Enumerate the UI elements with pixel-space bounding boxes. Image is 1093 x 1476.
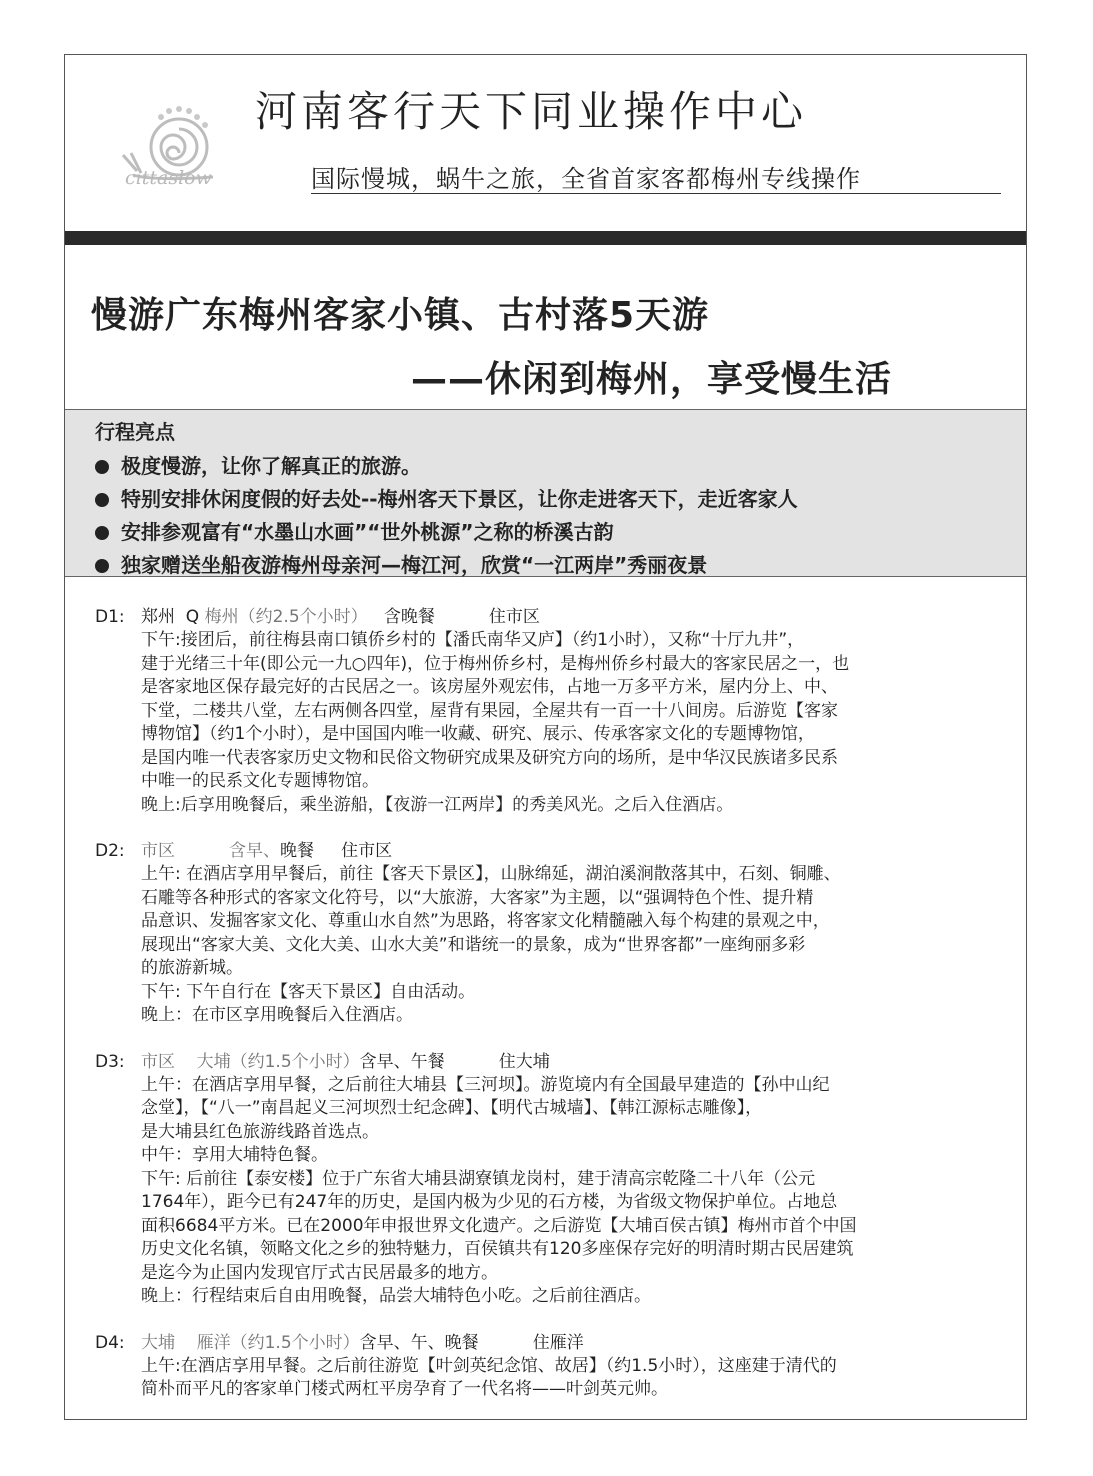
tagline-underline bbox=[311, 193, 1001, 194]
highlights-title: 行程亮点 bbox=[95, 420, 175, 444]
day-paragraph: 上午：在酒店享用早餐，之后前往大埔县【三河坝】。游览境内有全国最早建造的【孙中山纪 念堂】，【“八一”南昌起义三河坝烈士纪念碑】、【明代古城墙】、【韩江源标志雕像】， 是大埔县红色旅游线路首选点。 bbox=[141, 1074, 830, 1142]
day-paragraph: 上午:在酒店享用早餐。之后前往游览【叶剑英纪念馆、故居】（约1.5小时），这座建于清代的 简朴而平凡的客家单门楼式两杠平房孕育了一代名将——叶剑英元帅。 bbox=[141, 1355, 837, 1399]
highlights-box bbox=[65, 409, 1026, 577]
bullet-icon bbox=[95, 526, 109, 540]
day-meals: 晚餐 bbox=[280, 841, 315, 861]
day-paragraph: 晚上：在市区享用晚餐后入住酒店。 bbox=[141, 1005, 413, 1025]
day-block bbox=[95, 1331, 1025, 1402]
highlight-text: 特别安排休闲度假的好去处--梅州客天下景区，让你走进客天下，走近客家人 bbox=[121, 487, 798, 511]
day-label: D4: bbox=[95, 1332, 125, 1353]
divider-bar bbox=[65, 231, 1026, 245]
day-header bbox=[95, 839, 1025, 863]
day-paragraph: 晚上：行程结束后自由用晚餐，品尝大埔特色小吃。之后前往酒店。 bbox=[141, 1286, 651, 1306]
tour-subtitle: ——休闲到梅州，享受慢生活 bbox=[411, 359, 893, 400]
bullet-icon bbox=[95, 460, 109, 474]
highlight-item bbox=[95, 516, 798, 549]
highlight-item bbox=[95, 450, 798, 483]
day-label: D2: bbox=[95, 841, 125, 861]
day-block bbox=[95, 605, 1025, 817]
flyer-frame bbox=[64, 54, 1027, 1420]
tour-title: 慢游广东梅州客家小镇、古村落5天游 bbox=[91, 295, 710, 336]
day-meals: 含早、午餐 bbox=[359, 1051, 445, 1072]
day-header bbox=[95, 1331, 1025, 1355]
day-route-b: 市区 大埔（约1.5个小时） bbox=[141, 1051, 360, 1072]
day-block bbox=[95, 1050, 1025, 1309]
itinerary bbox=[95, 605, 1025, 1424]
highlight-text: 独家赠送坐船夜游梅州母亲河—梅江河，欣赏“一江两岸”秀丽夜景 bbox=[121, 553, 708, 577]
day-header bbox=[95, 605, 1025, 629]
day-paragraph: 下午: 下午自行在【客天下景区】自由活动。 bbox=[141, 981, 476, 1002]
day-header bbox=[95, 1050, 1025, 1074]
day-meals: 含晚餐 bbox=[367, 607, 435, 627]
highlights-list bbox=[95, 450, 798, 582]
day-route-b: 大埔 雁洋（约1.5个小时） bbox=[141, 1332, 360, 1353]
highlight-text: 极度慢游，让你了解真正的旅游。 bbox=[121, 454, 421, 478]
bullet-icon bbox=[95, 493, 109, 507]
day-paragraph: 下午:接团后，前往梅县南口镇侨乡村的【潘氏南华又庐】（约1小时），又称“十厅九井”， 建于光绪三十年(即公元一九○四年)，位于梅州侨乡村，是梅州侨乡村最大的客家民居之一，也 是客家地区保存最完好的古民居之一。该房屋外观宏伟，占地一万多平方米，屋内分上、中、 下堂，二楼共八堂，左右两侧各四堂，屋背有果园，全屋共有一百一十八间房。后游览【客家 博物馆】（约1个小时），是中国国内唯一收藏、研究、展示、传承客家文化的专题博物馆， 是国内唯一代表客家历史文物和民俗文物研究成果及研究方向的场所，是中华汉民族诸多民系 中唯一的民系文化专题博物馆。 bbox=[141, 630, 850, 791]
day-stay: 住市区 bbox=[314, 841, 393, 861]
day-meals: 含早、午、晚餐 bbox=[359, 1332, 479, 1353]
day-paragraph: 晚上:后享用晚餐后，乘坐游船，【夜游一江两岸】的秀美风光。之后入住酒店。 bbox=[141, 794, 734, 815]
day-paragraph: 下午: 后前往【泰安楼】位于广东省大埔县湖寮镇龙岗村，建于清高宗乾隆二十八年（公元 1764年），距今已有247年的历史，是国内极为少见的石方楼，为省级文物保护单位。占地总 面积6684平方米。已在2000年申报世界文化遗产。之后游览【大埔百侯古镇】梅州市首个中国 历史文化名镇，领略文化之乡的独特魅力，百侯镇共有120多座保存完好的明清时期古民居建筑 是迄今为止国内发现官厅式古民居最多的地方。 bbox=[141, 1168, 857, 1283]
day-block bbox=[95, 839, 1025, 1028]
day-route-a: 郑州 Q bbox=[141, 607, 205, 627]
day-label: D3: bbox=[95, 1051, 125, 1072]
tagline: 国际慢城，蜗牛之旅，全省首家客都梅州专线操作 bbox=[311, 165, 861, 193]
day-label: D1: bbox=[95, 607, 125, 627]
highlight-text: 安排参观富有“水墨山水画”“世外桃源”之称的桥溪古韵 bbox=[121, 520, 614, 544]
day-stay: 住市区 bbox=[434, 607, 540, 627]
day-route-b: 梅州（约2.5个小时） bbox=[204, 607, 368, 627]
day-stay: 住雁洋 bbox=[478, 1332, 584, 1353]
company-name: 河南客行天下同业操作中心 bbox=[255, 87, 808, 136]
day-stay: 住大埔 bbox=[444, 1051, 550, 1072]
logo-text: cittaslow bbox=[125, 167, 212, 189]
highlight-item bbox=[95, 483, 798, 516]
day-route-b: 市区 含早、 bbox=[141, 841, 281, 861]
day-paragraph: 上午: 在酒店享用早餐后，前往【客天下景区】，山脉绵延，湖泊溪涧散落其中，石刻、铜雕、 石雕等各种形式的客家文化符号，以“大旅游，大客家”为主题，以“强调特色个性、提升精 品意识、发掘客家文化、尊重山水自然”为思路，将客家文化精髓融入每个构建的景观之中， 展现出“客家大美、文化大美、山水大美”和谐统一的景象，成为“世界客都”一座绚丽多彩 的旅游新城。 bbox=[141, 864, 841, 978]
highlight-item bbox=[95, 549, 798, 582]
bullet-icon bbox=[95, 559, 109, 573]
day-paragraph: 中午：享用大埔特色餐。 bbox=[141, 1145, 328, 1165]
